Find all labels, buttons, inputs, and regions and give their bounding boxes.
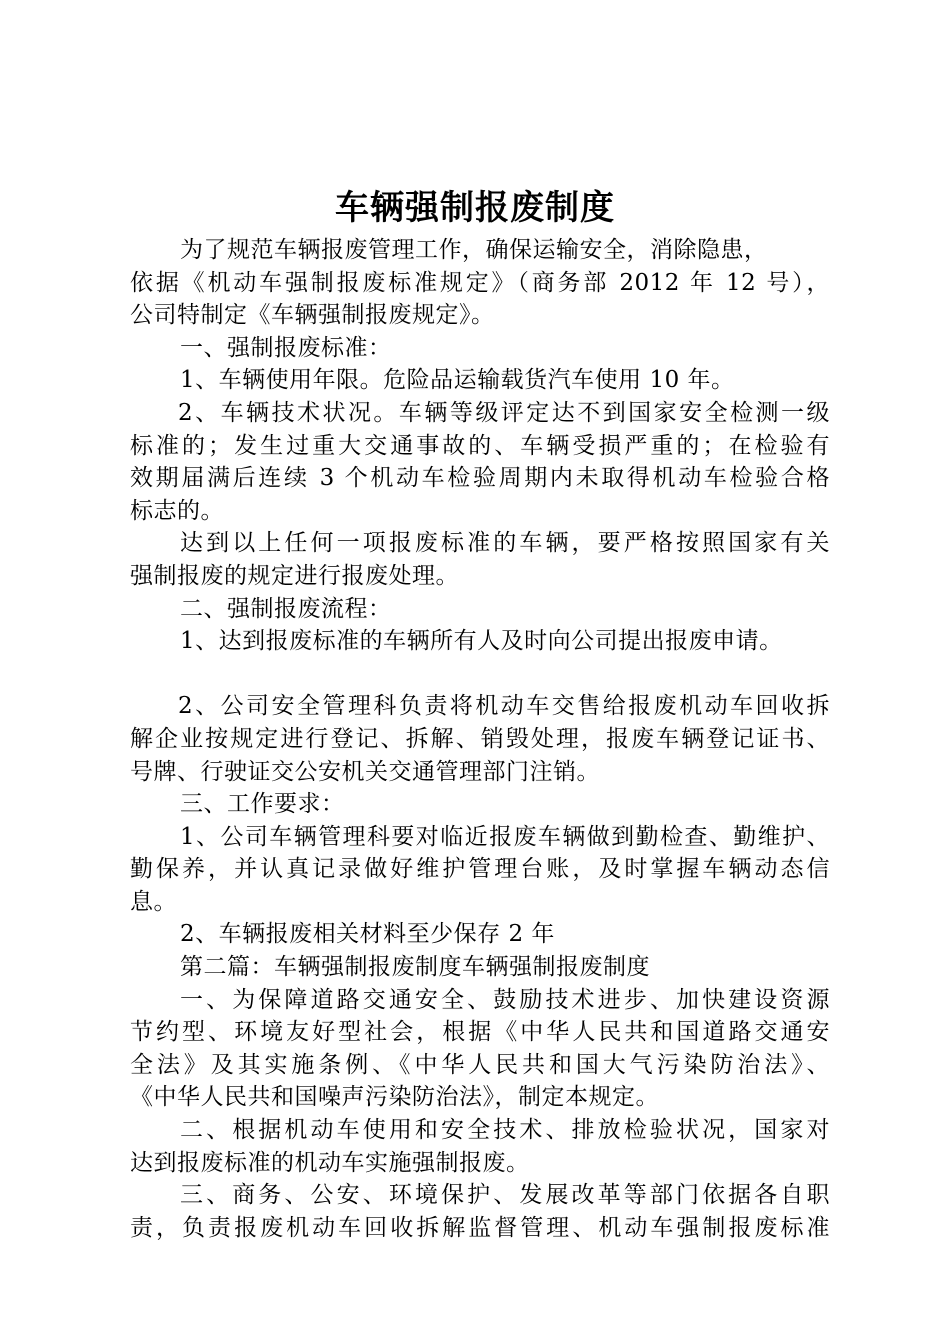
paragraph-line: 2、车辆技术状况。车辆等级评定达不到国家安全检测一级	[178, 399, 830, 426]
paragraph-line: 2、公司安全管理科负责将机动车交售给报废机动车回收拆	[178, 693, 830, 720]
document-title: 车辆强制报废制度	[335, 188, 615, 228]
paragraph-line: 息。	[130, 888, 177, 915]
section-heading: 二、强制报废流程：	[180, 595, 392, 622]
paragraph-line: 三、商务、公安、环境保护、发展改革等部门依据各自职	[180, 1182, 830, 1209]
paragraph-line: 责，负责报废机动车回收拆解监督管理、机动车强制报废标准	[130, 1214, 830, 1241]
paragraph-line: 达到以上任何一项报废标准的车辆，要严格按照国家有关	[180, 530, 830, 557]
section-heading: 三、工作要求：	[180, 791, 345, 818]
paragraph-line: 一、为保障道路交通安全、鼓励技术进步、加快建设资源	[180, 986, 830, 1013]
paragraph-line: 1、达到报废标准的车辆所有人及时向公司提出报废申请。	[180, 628, 783, 655]
paragraph-line: 效期届满后连续 3 个机动车检验周期内未取得机动车检验合格	[130, 465, 830, 492]
paragraph-line: 《中华人民共和国噪声污染防治法》，制定本规定。	[130, 1084, 659, 1111]
paragraph-line: 全法》及其实施条例、《中华人民共和国大气污染防治法》、	[130, 1051, 830, 1078]
paragraph-line: 号牌、行驶证交公安机关交通管理部门注销。	[130, 758, 600, 785]
document-body	[130, 234, 830, 1244]
section-heading: 第二篇：车辆强制报废制度车辆强制报废制度	[180, 954, 650, 981]
paragraph-line: 勤保养，并认真记录做好维护管理台账，及时掌握车辆动态信	[130, 856, 830, 883]
paragraph-line: 解企业按规定进行登记、拆解、销毁处理，报废车辆登记证书、	[130, 725, 830, 752]
paragraph-line: 达到报废标准的机动车实施强制报废。	[130, 1149, 530, 1176]
paragraph-line: 二、根据机动车使用和安全技术、排放检验状况，国家对	[180, 1117, 830, 1144]
paragraph-line: 强制报废的规定进行报废处理。	[130, 562, 459, 589]
blank-line	[130, 658, 830, 691]
paragraph-line: 标准的；发生过重大交通事故的、车辆受损严重的；在检验有	[130, 432, 830, 459]
paragraph-line: 公司特制定《车辆强制报废规定》。	[130, 302, 495, 329]
paragraph-line: 为了规范车辆报废管理工作，确保运输安全，消除隐患，	[180, 237, 768, 263]
paragraph-line: 1、车辆使用年限。危险品运输载货汽车使用 10 年。	[180, 367, 735, 394]
paragraph-line: 标志的。	[130, 497, 224, 524]
section-heading: 一、强制报废标准：	[180, 334, 392, 361]
paragraph-line: 依据《机动车强制报废标准规定》（商务部 2012 年 12 号），	[130, 269, 830, 296]
paragraph-line: 1、公司车辆管理科要对临近报废车辆做到勤检查、勤维护、	[180, 823, 830, 850]
paragraph-line: 节约型、环境友好型社会，根据《中华人民共和国道路交通安	[130, 1019, 830, 1046]
paragraph-line: 2、车辆报废相关材料至少保存 2 年	[180, 921, 555, 948]
